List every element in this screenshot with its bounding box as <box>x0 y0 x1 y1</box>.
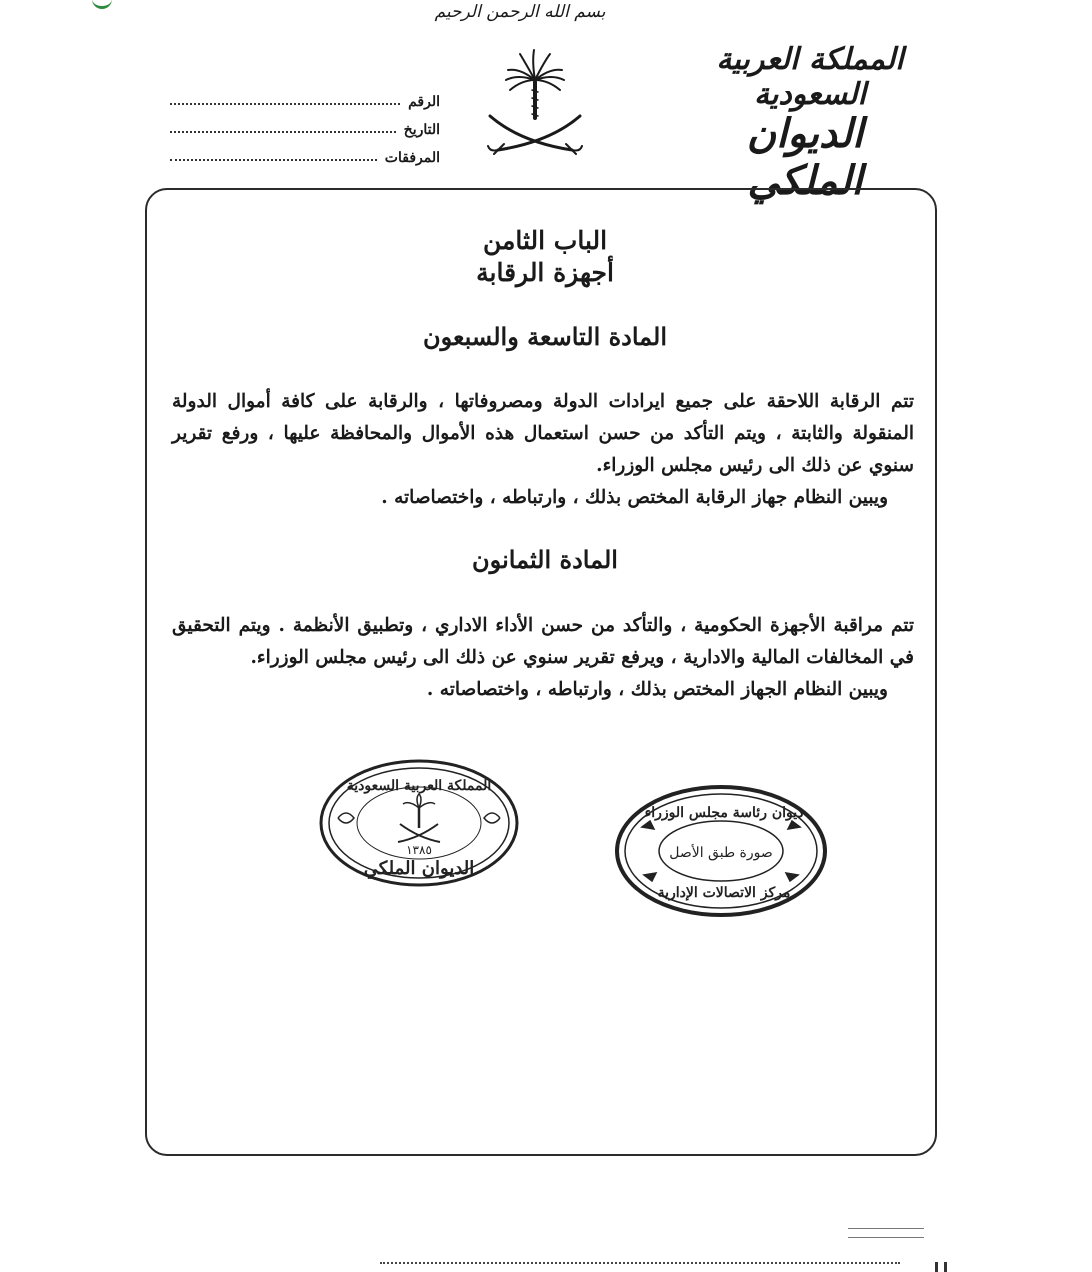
chapter-title: أجهزة الرقابة <box>476 258 614 287</box>
left-stamp-year: ١٣٨٥ <box>406 843 432 857</box>
council-of-ministers-stamp <box>614 783 828 919</box>
footer-stripe <box>848 1228 924 1238</box>
right-stamp-middle-text: صورة طبق الأصل <box>669 845 773 861</box>
article-79-body <box>172 386 914 514</box>
dotted-line <box>170 103 400 105</box>
dotted-line <box>170 131 396 133</box>
left-stamp-bottom-text: الديوان الملكي <box>363 858 475 879</box>
royal-court-seal-stamp <box>318 758 520 888</box>
royal-court-name: الديوان الملكي <box>746 110 864 204</box>
footer-dotted-line <box>380 1262 900 1264</box>
article-80-paragraph-2: ويبين النظام الجهاز المختص بذلك ، وارتباطه ، واختصاصاته . <box>426 679 888 700</box>
date-field <box>170 114 440 138</box>
kingdom-name: المملكة العربية السعودية <box>716 42 904 112</box>
footer-mark <box>935 1262 947 1272</box>
dotted-line <box>170 159 377 161</box>
article-80-body <box>172 610 914 706</box>
chapter-number: الباب الثامن <box>482 226 608 255</box>
reference-number-field <box>170 86 440 110</box>
date-label: التاريخ <box>403 122 440 138</box>
article-80-paragraph-1: تتم مراقبة الأجهزة الحكومية ، والتأكد من حسن الأداء الاداري ، وتطبيق الأنظمة . ويتم التحقيق في المخالفات المالية والادارية ، ويرفع تقرير سنوي عن ذلك الى رئيس مجلس الوزراء. <box>172 615 914 668</box>
article-79-title: المادة التاسعة والسبعون <box>422 322 668 351</box>
attachments-label: المرفقات <box>384 150 440 166</box>
right-stamp-top-text: ديوان رئاسة مجلس الوزراء <box>644 805 804 821</box>
article-80-title: المادة الثمانون <box>472 545 618 574</box>
basmala: بسم الله الرحمن الرحيم <box>434 2 606 22</box>
article-79-paragraph-1: تتم الرقابة اللاحقة على جميع ايرادات الدولة ومصروفاتها ، والرقابة على كافة أموال الدولة المنقولة والثابتة ، ويتم التأكد من حسن استعمال هذه الأموال والمحافظة عليها ، ورفع تقرير سنوي عن ذلك الى رئيس مجلس الوزراء. <box>172 391 914 476</box>
palm-and-swords-emblem-icon <box>480 46 590 166</box>
reference-number-label: الرقم <box>408 94 440 110</box>
article-79-paragraph-2: ويبين النظام جهاز الرقابة المختص بذلك ، وارتباطه ، واختصاصاته . <box>381 487 888 508</box>
corner-mark <box>92 0 112 9</box>
left-stamp-top-text: المملكة العربية السعودية <box>346 778 492 794</box>
right-stamp-bottom-text: مركز الاتصالات الإدارية <box>657 885 791 901</box>
attachments-field <box>170 142 440 166</box>
